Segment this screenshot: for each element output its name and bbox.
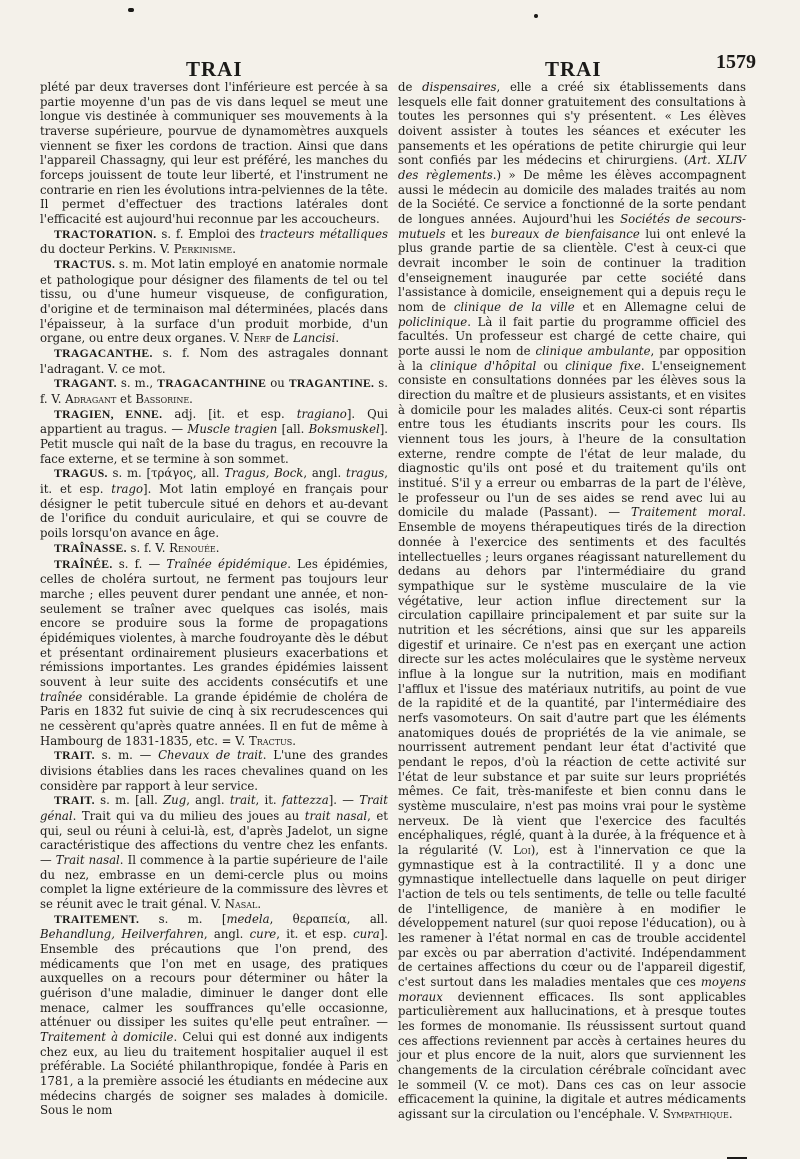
entry-text: . Celui qui est donné aux indigents chez eux, au lieu du traitement hospitalier auquel il est préférable. La Société philanthropique, fondée à Paris en 1781, a la première associé les étudiants en médecine aux médecins chargés de soigner ses malades à domicile. Sous le nom — [40, 1030, 388, 1118]
entry-text: s. m. [all. — [94, 793, 164, 808]
entry-text: , par opposition à la — [398, 344, 746, 373]
cross-reference: Loi — [513, 842, 531, 857]
italic-term: Boksmuskel — [308, 422, 380, 437]
italic-term: Trait génal — [40, 793, 388, 823]
dictionary-entry — [40, 793, 388, 911]
entry-text: et — [116, 392, 136, 407]
entry-text: ]. Ensemble des précautions que l'on prend, des médicaments que l'on met en usage, des pratiques auxquelles on a recours pour déterminer ou hâter la guérison d'une maladie, diminuer le danger dont elle menace, calmer les souffrances qu'elle occasionne, atténuer ou dissiper les suites qu'elle peut entraîner. — — [40, 927, 388, 1030]
entry-text: . — [292, 733, 296, 748]
entry-text: de — [271, 331, 294, 346]
dictionary-entry — [40, 912, 388, 1118]
cross-reference: Renouée — [169, 540, 216, 555]
italic-term: tragus — [346, 466, 385, 481]
entry-headword: TRAGACANTHE. — [54, 347, 153, 361]
entry-text: , angl. — [203, 927, 250, 942]
dictionary-entry — [40, 376, 388, 406]
dictionary-entry — [40, 346, 388, 376]
entry-text: , angl. — [186, 793, 230, 808]
entry-text: , it. — [255, 793, 282, 808]
entry-text: . Les épidémies, celles de choléra surtout, ne ferment pas toujours leur marche ; elles peuvent durer pendant une année, et non-seulement se traîner avec quelques cas isolés, mais encore se produire sous la forme de propagations épidémiques violentes, à marche foudroyante dès le début et présentant ordinairement plusieurs exacerbations et rémissions importantes. Les grandes épidémies laissent souvent à leur suite des accidents consécutifs et une — [40, 556, 389, 689]
entry-text: , θεραπεία, all. — [269, 911, 389, 926]
italic-term: Behandlung, Heilverfahren — [40, 927, 204, 942]
italic-term: clinique d'hôpital — [430, 358, 537, 373]
entry-headword: TRAÎNASSE. — [54, 541, 127, 555]
cross-reference: Bassorine — [135, 392, 190, 407]
entry-text: , it. et esp. — [40, 466, 389, 497]
right-column — [398, 80, 746, 1122]
entry-text: . Ensemble de moyens thérapeutiques tirés de la direction donnée à l'exercice des sentiments et des facultés intellectuelles ; leurs organes réagissant naturellement du dedans au dehors par l'intermédiaire du grand sympathique sur le système musculaire de la vie végétative, leur action influe directement sur la circulation capillaire principalement et par suite sur la nutrition et les sécrétions, ainsi que sur les appareils digestif et urinaire. Ce n'est pas en exerçant une action directe sur les actes moléculaires que le système nerveux influe à la longue sur la nutrition, mais en modifiant l'afflux et l'issue des matériaux nutritifs, au point de vue de la rapidité et de la quantité, par l'intermédiaire des nerfs vasomoteurs. On sait d'autre part que les éléments anatomiques doués de propriétés de la vie animale, se nourrissent autrement pendant leur état d'activité que pendant le repos, d'où la réaction de cette activité sur l'état de leur substance et par suite sur leurs propriétés mêmes. Ce fait, très-manifeste et bien connu dans le système musculaire, n'est pas moins vrai pour le système nerveux. De là vient que l'exercice des facultés encéphaliques, réglé, quant à la durée, à la fréquence et à la régularité (V. — [398, 505, 746, 857]
entry-headword: TRAITEMENT. — [54, 912, 140, 926]
entry-text: . Il commence à la partie supérieure de l'aile du nez, embrasse en un demi-cercle plus ou moins complet la ligne extérieure de la commissure des lèvres et se réunit avec le trait génal. V. — [40, 852, 388, 911]
entry-text: .) » De même les élèves accompagnent aussi le médecin au domicile des malades traités au nom de la Société. Ce service a fonctionné de la sorte pendant de longues années. Aujourd'hui les — [398, 168, 746, 227]
entry-text: ou — [536, 358, 566, 373]
italic-term: trait nasal — [304, 808, 368, 823]
entry-text: s. f. Emploi des — [156, 226, 260, 241]
continued-paragraph — [40, 80, 388, 227]
entry-text: . Là il fait partie du programme officiel des facultés. Un professeur est chargé de cette chaire, qui porte aussi le nom de — [398, 314, 746, 359]
entry-text: s. m., — [116, 376, 158, 391]
italic-term: trago — [111, 482, 144, 497]
italic-term: Trait nasal — [55, 852, 120, 867]
entry-text: s. m. — — [94, 748, 159, 763]
entry-text: . — [335, 331, 340, 346]
entry-text: s. f. Nom des astragales donnant l'adragant. V. ce mot. — [40, 346, 388, 376]
cross-reference: Tractus — [248, 733, 293, 748]
cross-reference: Nerf — [243, 331, 272, 346]
cross-reference: Perkinisme — [173, 242, 233, 257]
italic-term: Tragus, Bock — [224, 466, 304, 481]
entry-text: s. f. V. — [126, 540, 170, 555]
italic-term: traînée — [40, 689, 83, 704]
entry-text: ]. Qui appartient au tragus. — — [40, 406, 388, 437]
entry-text: s. m. Mot latin employé en anatomie normale et pathologique pour désigner des filaments de tel ou tel tissu, ou d'une humeur visqueuse, de configuration, d'origine et de terminaison mal déterminées, placés dans l'épaisseur, à la surface d'un produit morbide, d'un organe, ou entre deux organes. V. — [40, 257, 388, 346]
entry-text: plété par deux traverses dont l'inférieure est percée à sa partie moyenne d'un pas de vis dans lequel se meut une longue vis destinée à communiquer ses mouvements à la traverse supérieure, pourvue de dynamomètres auxquels viennent se fixer les cordons de traction. Ainsi que dans l'appareil Chassagny, qui leur est préféré, les manches du forceps jouissent de toute leur liberté, et l'instrument ne contrarie en rien les évolutions intra-pelviennes de la tête. Il permet d'effectuer des tractions latérales dont l'efficacité est aujourd'hui reconnue par les accoucheurs. — [40, 80, 388, 227]
entry-text: . — [215, 540, 220, 555]
entry-headword: TRAÎNÉE. — [54, 557, 113, 571]
dictionary-entry — [40, 557, 388, 749]
entry-text: , elle a créé six établissements dans lesquels elle fait donner gratuitement des consultations à toutes les personnes qui s'y présentent. « Les élèves doivent assister à toutes les séances et exécuter les pansements et les opérations de petite chirurgie qui leur sont confiés par les médecins et chirurgiens. ( — [398, 80, 746, 168]
entry-text: considérable. La grande épidémie de choléra de Paris en 1832 fut suivie de cinq à six recrudescences qui ne cessèrent qu'après quatre années. Il en fut de même à Hambourg de 1831-1835, etc. = V. — [40, 689, 388, 748]
entry-text: ou — [266, 376, 289, 391]
entry-text: de — [398, 80, 423, 94]
italic-term: Chevaux de trait — [158, 748, 263, 763]
page-number: 1579 — [716, 51, 756, 73]
entry-text: lui ont enlevé la plus grande partie de sa clientèle. C'est à ceux-ci que devrait incomber le soin de continuer la tradition d'enseignement inaugurée par cette société dans l'assistance à domicile, enseignement qui a depuis reçu le nom de — [398, 226, 746, 315]
italic-term: medela — [226, 911, 270, 926]
italic-term: Lancisi — [293, 331, 336, 346]
entry-text: . L'enseignement consiste en consultations données par les élèves sous la direction du maître et de plusieurs assistants, et en visites à domicile pour les malades alités. Ceux-ci sont répartis entre tous les étudiants inscrits pour les cours. Ils viennent tous les jours, à l'heure de la consultation externe, rendre compte de l'état de leur malade, du diagnostic qu'ils ont posé et du traitement qu'ils ont institué. S'il y a erreur ou embarras de la part de l'élève, le professeur ou l'un de ses aides se rend avec lui au domicile du malade (Passant). — — [398, 358, 746, 520]
entry-text: . L'une des grandes divisions établies dans les races chevalines quand on les considère par rapport à leur service. — [40, 748, 389, 793]
entry-text: ), est à l'innervation ce que la gymnastique est à la contractilité. Il y a donc une gymnastique intellectuelle dans laquelle on peut diriger l'action de tels ou tels sentiments, de telle ou telle faculté de l'intelligence, de manière à en modifier le développement naturel (sur quoi repose l'éducation), ou à les ramener à l'état normal en cas de trouble accidentel par excès ou par aberration d'activité. Indépendamment de certaines affections du cœur ou de l'appareil digestif, c'est surtout dans les maladies mentales que ces — [398, 842, 746, 989]
entry-headword: TRAIT. — [54, 794, 95, 808]
entry-text: et en Allemagne celui de — [574, 300, 746, 315]
entry-text: et les — [445, 226, 491, 241]
dictionary-entry — [40, 257, 388, 346]
entry-text: ]. Mot latin employé en français pour désigner le petit tubercule situé en dehors et au-devant de l'orifice du conduit auriculaire, et qui se couvre de poils lorsqu'on avance en âge. — [40, 482, 388, 541]
italic-term: Art. XLIV des règlements — [398, 153, 747, 183]
italic-term: clinique de la ville — [453, 300, 575, 315]
italic-term: clinique ambulante — [535, 344, 651, 359]
entry-text: . — [728, 1107, 733, 1122]
italic-term: clinique fixe — [565, 358, 641, 373]
italic-term: tragiano — [296, 406, 347, 421]
italic-term: Zug — [163, 793, 187, 808]
italic-term: Traitement à domicile — [40, 1030, 174, 1044]
entry-text: ]. — — [328, 793, 360, 808]
italic-term: Traitement moral — [631, 505, 743, 520]
italic-term: bureaux de bienfaisance — [490, 226, 640, 241]
entry-text: adj. [it. et esp. — [162, 406, 297, 421]
entry-headword: TRAIT. — [54, 749, 95, 763]
italic-term: policlinique — [398, 314, 468, 329]
entry-text: ]. Petit muscle qui naît de la base du tragus, en recouvre la face externe, et se termine à son sommet. — [40, 422, 389, 466]
dictionary-entry — [40, 227, 388, 257]
italic-term: Muscle tragien — [187, 422, 278, 437]
italic-term: moyens moraux — [398, 974, 746, 1004]
italic-term: cura — [353, 927, 380, 942]
cross-reference: Nasal — [224, 896, 258, 911]
entry-headword: TRAGIEN, ENNE. — [54, 407, 163, 421]
italic-term: fattezza — [281, 793, 329, 808]
entry-text: . — [232, 242, 236, 257]
running-head-right: TRAI — [545, 57, 602, 81]
entry-headword: TRAGUS. — [54, 467, 108, 481]
italic-term: Traînée épidémique — [166, 556, 288, 571]
entry-text: , et qui, seul ou réuni à celui-là, est, d'après Jadelot, un signe caractéristique des affections du ventre chez les enfants. — — [40, 808, 389, 867]
entry-text: du docteur Perkins. V. — [40, 242, 174, 257]
continued-paragraph — [398, 80, 746, 1122]
entry-text: . — [257, 896, 262, 911]
running-head-left: TRAI — [186, 57, 243, 81]
cross-reference: Sympathique — [662, 1107, 729, 1122]
italic-term: tracteurs métalliques — [259, 226, 388, 241]
print-mark — [534, 14, 538, 18]
entry-text: [all. — [277, 422, 309, 437]
print-mark — [128, 8, 134, 12]
entry-text: s. m. [ — [139, 911, 227, 926]
dictionary-entry — [40, 748, 388, 793]
entry-headword: TRACTORATION. — [54, 227, 157, 241]
entry-headword: TRAGANTINE. — [288, 377, 375, 391]
italic-term: Sociétés de secours-mutuels — [398, 212, 746, 241]
italic-term: dispensaires — [422, 80, 497, 94]
entry-text: s. f. V. — [40, 376, 388, 407]
entry-text: deviennent efficaces. Ils sont applicables particulièrement aux hallucinations, et à presque toutes les formes de monomanie. Ils réussissent surtout quand ces affections reviennent par accès à certaines heures du jour et plus encore de la nuit, alors que surviennent les changements de la circulation cérébrale coïncidant avec le sommeil (V. ce mot). Dans ces cas on leur associe efficacement la quinine, la digitale et autres médicaments agissant sur la circulation ou l'encéphale. V. — [398, 989, 746, 1122]
dictionary-entry — [40, 407, 388, 467]
entry-headword: TRAGACANTHINE — [157, 377, 267, 391]
entry-headword: TRACTUS. — [54, 258, 116, 272]
entry-headword: TRAGANT. — [54, 377, 117, 391]
entry-text: , it. et esp. — [276, 927, 354, 942]
entry-text: . — [189, 392, 193, 407]
italic-term: cure — [249, 927, 277, 942]
left-column — [40, 80, 388, 1118]
dictionary-entry — [40, 541, 388, 557]
entry-text: s. f. — — [112, 556, 167, 571]
entry-text: , angl. — [303, 466, 347, 481]
dictionary-entry — [40, 466, 388, 540]
entry-text: . Trait qui va du milieu des joues au — [72, 808, 305, 823]
entry-text: s. m. [τράγος, all. — [107, 466, 225, 481]
italic-term: trait — [229, 793, 256, 808]
cross-reference: Adragant — [65, 392, 117, 407]
